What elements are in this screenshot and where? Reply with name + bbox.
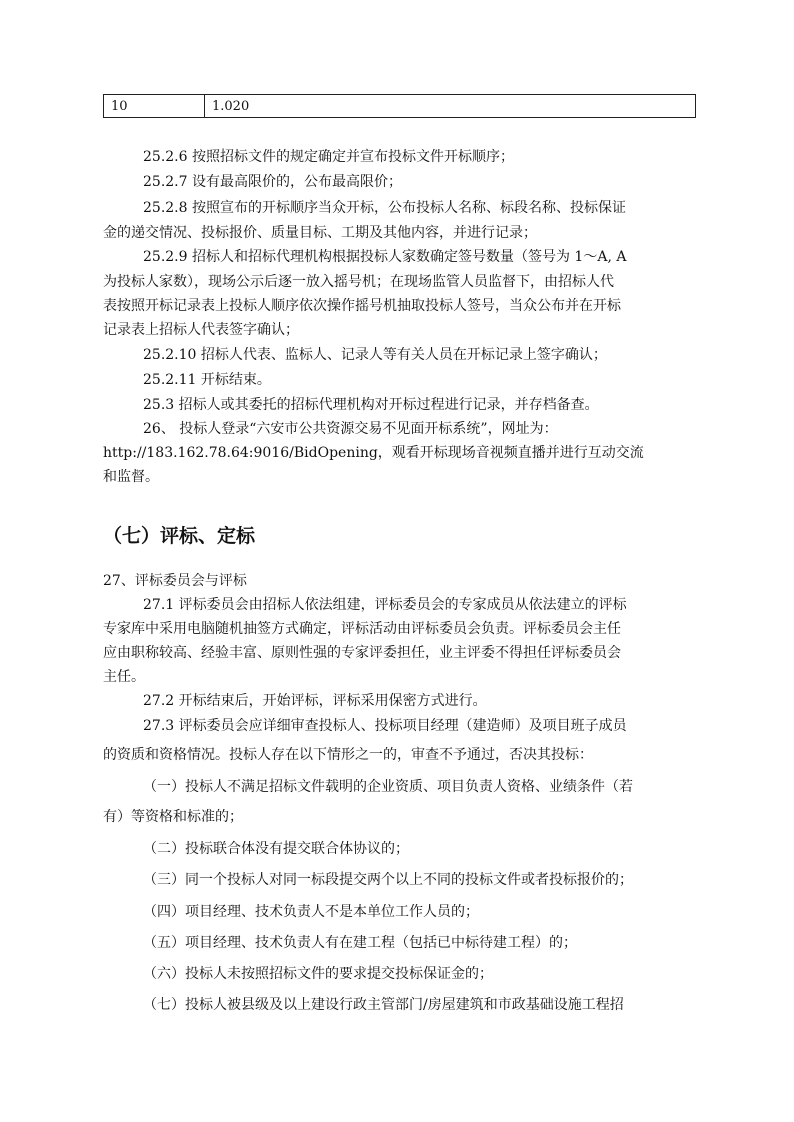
para-line: 25.2.8 按照宣布的开标顺序当众开标，公布投标人名称、标段名称、投标保证 [143, 200, 626, 216]
list-item-cont: 有）等资格和标准的； [103, 809, 243, 825]
list-item: （六）投标人未按照招标文件的要求提交投标保证金的； [143, 966, 493, 982]
para-line: 27.3 评标委员会应详细审查投标人、投标项目经理（建造师）及项目班子成员 [143, 718, 627, 734]
list-item: （二）投标联合体没有提交联合体协议的； [143, 841, 409, 857]
list-item: （七）投标人被县级及以上建设行政主管部门/房屋建筑和市政基础设施工程招 [143, 997, 624, 1013]
list-item: （一）投标人不满足招标文件载明的企业资质、项目负责人资格、业绩条件（若 [143, 779, 633, 795]
para-line: 25.2.9 招标人和招标代理机构根据投标人家数确定签号数量（签号为 1～A, A [143, 249, 627, 265]
para-line: 25.2.10 招标人代表、监标人、记录人等有关人员在开标记录上签字确认； [143, 347, 607, 363]
table-cell-index: 10 [104, 95, 205, 117]
para-line: 主任。 [103, 669, 145, 685]
para-line: 25.2.11 开标结束。 [143, 372, 271, 388]
para-line: 为投标人家数），现场公示后逐一放入摇号机；在现场监管人员监督下，由招标人代 [103, 274, 614, 290]
para-line: 金的递交情况、投标报价、质量目标、工期及其他内容，并进行记录； [103, 225, 537, 241]
para-line: 表按照开标记录表上投标人顺序依次操作摇号机抽取投标人签号，当众公布并在开标 [103, 298, 621, 314]
para-line: 的资质和资格情况。投标人存在以下情形之一的，审查不予通过，否决其投标： [103, 747, 593, 763]
data-table-row [103, 94, 696, 118]
clause-title: 27、评标委员会与评标 [103, 573, 247, 589]
table-cell-value: 1.020 [212, 99, 250, 114]
list-item: （四）项目经理、技术负责人不是本单位工作人员的； [143, 904, 479, 920]
para-line: 专家库中采用电脑随机抽签方式确定，评标活动由评标委员会负责。评标委员会主任 [103, 621, 621, 637]
para-line: 应由职称较高、经验丰富、原则性强的专家评委担任，业主评委不得担任评标委员会 [103, 645, 621, 661]
para-line: 27.1 评标委员会由招标人依法组建，评标委员会的专家成员从依法建立的评标 [143, 597, 627, 613]
para-line: 26、 投标人登录“六安市公共资源交易不见面开标系统”，网址为： [143, 421, 558, 437]
para-line: 25.2.6 按照招标文件的规定确定并宣布投标文件开标顺序； [143, 149, 514, 165]
para-line: 25.2.7 设有最高限价的，公布最高限价； [143, 174, 402, 190]
list-item: （五）项目经理、技术负责人有在建工程（包括已中标待建工程）的； [143, 935, 577, 951]
list-item: （三）同一个投标人对同一标段提交两个以上不同的投标文件或者投标报价的； [143, 872, 633, 888]
url-line: http://183.162.78.64:9016/BidOpening，观看开标现场音视频直播并进行互动交流 [103, 445, 644, 461]
para-line: 27.2 开标结束后，开始评标，评标采用保密方式进行。 [143, 693, 487, 709]
para-line: 记录表上招标人代表签字确认； [103, 322, 299, 338]
para-line: 25.3 招标人或其委托的招标代理机构对开标过程进行记录，并存档备查。 [143, 397, 599, 413]
section-heading: （七）评标、定标 [103, 525, 256, 547]
para-line: 和监督。 [103, 469, 159, 485]
